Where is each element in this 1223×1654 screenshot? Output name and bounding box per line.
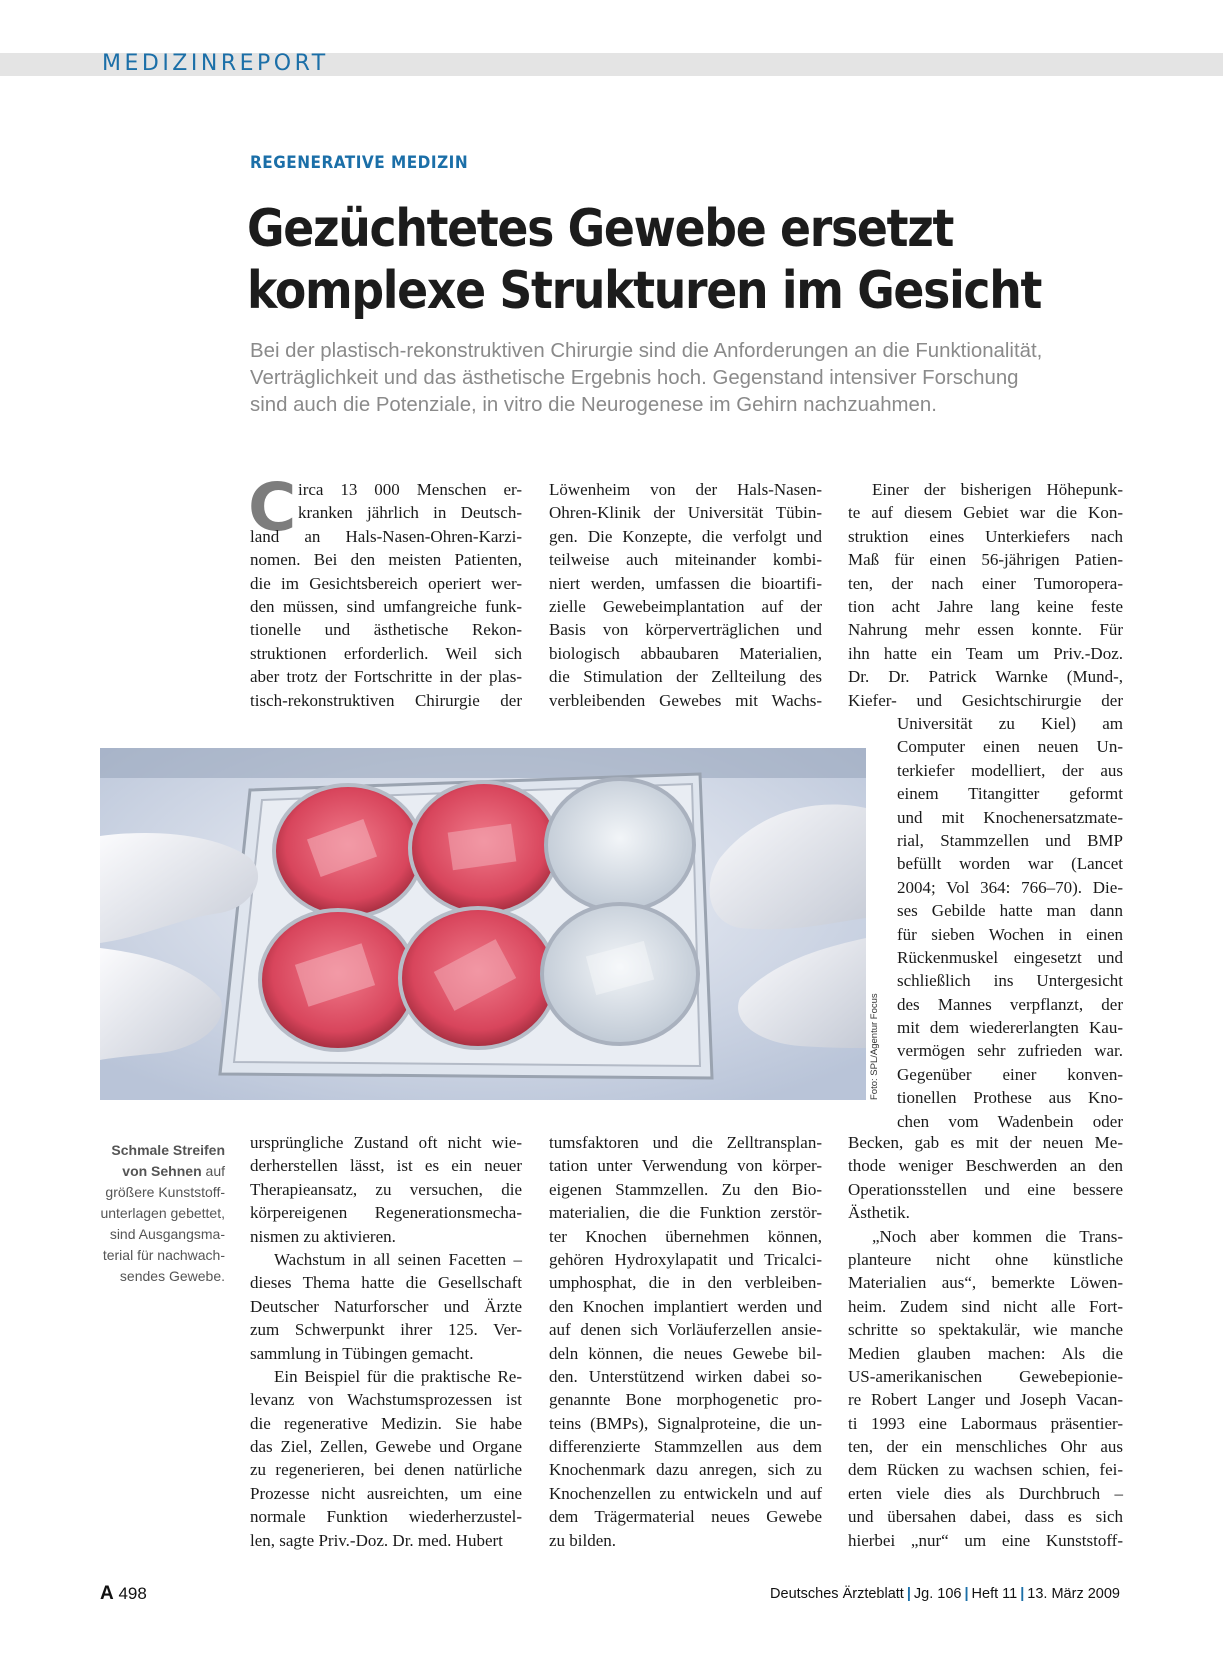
- text-line: für sieben Wochen in einen: [897, 924, 1123, 944]
- headline: [247, 198, 1042, 322]
- text-line: irca 13 000 Menschen er-: [298, 480, 522, 499]
- text-line: die im Gesichtsbereich operiert wer-: [250, 573, 522, 593]
- text-line: „Noch aber kommen die Trans-: [872, 1226, 1123, 1246]
- page-number: [100, 1583, 147, 1605]
- text-line: dieses Thema hatte die Gesellschaft: [250, 1273, 522, 1293]
- drop-cap: C: [248, 469, 297, 546]
- text-line: teilweise auch miteinander kombi-: [549, 550, 822, 570]
- text-line: zu regenerieren, bei denen natürliche: [250, 1460, 522, 1480]
- column-2-top: [549, 478, 822, 712]
- text-line: rial, Stammzellen und BMP: [897, 830, 1123, 850]
- text-line: Medien glauben machen: Als die: [848, 1343, 1123, 1363]
- text-line: tation unter Verwendung von körper-: [549, 1156, 822, 1176]
- text-line: den müssen, sind umfangreiche funk-: [250, 596, 522, 616]
- text-line: tumsfaktoren und die Zelltransplan-: [549, 1133, 822, 1152]
- text-line: die regenerative Medizin. Sie habe: [250, 1413, 522, 1433]
- journal-issue: Heft 11: [971, 1586, 1018, 1602]
- text-line: Prozesse nicht ausreichten, um eine: [250, 1483, 522, 1503]
- text-line: biologisch abbaubaren Materialien,: [549, 643, 822, 663]
- text-line: len, sagte Priv.-Doz. Dr. med. Hubert: [250, 1530, 503, 1550]
- text-line: materialien, die die Funktion zerstör-: [549, 1203, 822, 1223]
- text-line: ihn hatte ein Team um Priv.-Doz.: [848, 643, 1123, 663]
- text-line: niert werden, umfassen die bioartifi-: [549, 573, 822, 593]
- text-line: Knochenmark dazu anregen, sich zu: [549, 1460, 822, 1480]
- text-line: Wachstum in all seinen Facetten –: [274, 1249, 522, 1269]
- text-line: Computer einen neuen Un-: [897, 737, 1123, 757]
- text-line: planteure nicht ohne künstliche: [848, 1249, 1123, 1269]
- text-line: dem Rücken zu wachsen schien, fei-: [848, 1460, 1123, 1480]
- deck-line: sind auch die Potenziale, in vitro die Neurogenese im Gehirn nachzuahmen.: [250, 394, 937, 416]
- text-line: heim. Zudem sind nicht alle Fort-: [848, 1296, 1123, 1316]
- deck-line: Bei der plastisch-rekonstruktiven Chirurgie sind die Anforderungen an die Funktionalität,: [250, 340, 1043, 362]
- text-line: Rückenmuskel eingesetzt und: [897, 947, 1123, 967]
- text-line: teins (BMPs), Signalproteine, die un-: [549, 1413, 822, 1433]
- text-line: den. Unterstützend wirken dabei so-: [549, 1366, 822, 1386]
- text-line: aber trotz der Fortschritte in der plas-: [250, 667, 522, 687]
- text-line: Deutscher Naturforscher und Ärzte: [250, 1296, 522, 1316]
- column-1-top: [248, 469, 522, 712]
- text-line: Maß für einen 56-jährigen Patien-: [848, 550, 1123, 570]
- text-line: Universität zu Kiel) am: [897, 714, 1123, 733]
- text-line: tisch-rekonstruktiven Chirurgie der: [250, 690, 522, 710]
- text-line: das Ziel, Zellen, Gewebe und Organe: [250, 1437, 522, 1457]
- text-line: Nahrung mehr essen konnte. Für: [848, 620, 1123, 640]
- footer-info: Deutsches Ärzteblatt | Jg. 106 | Heft 11 | 13. März 2009: [770, 1586, 1120, 1602]
- deck: [250, 338, 1150, 419]
- text-line: des Mannes verpflanzt, der: [897, 994, 1123, 1014]
- text-line: Becken, gab es mit der neuen Me-: [848, 1133, 1123, 1152]
- journal-volume: Jg. 106: [913, 1586, 962, 1602]
- text-line: Löwenheim von der Hals-Nasen-: [549, 480, 822, 499]
- text-line: re Robert Langer und Joseph Vacan-: [848, 1390, 1123, 1410]
- text-line: einem Titangitter geformt: [897, 784, 1123, 804]
- text-line: deln können, die neues Gewebe bil-: [549, 1343, 822, 1363]
- text-line: Einer der bisherigen Höhepunk-: [872, 480, 1123, 499]
- text-line: genannte Bone morphogenetic pro-: [549, 1390, 822, 1410]
- journal-date: 13. März 2009: [1027, 1586, 1120, 1602]
- text-line: zielle Gewebeimplantation auf der: [549, 596, 822, 616]
- text-line: ten, der nach einer Tumoropera-: [848, 573, 1123, 593]
- caption-line: sendes Gewebe.: [119, 1268, 225, 1284]
- text-line: umphosphat, die in den verbleiben-: [549, 1273, 822, 1293]
- text-line: den Knochen implantiert werden und: [549, 1296, 822, 1316]
- text-line: nomen. Bei den meisten Patienten,: [250, 550, 522, 570]
- text-line: thode weniger Beschwerden an den: [848, 1156, 1123, 1176]
- petri-dish-photo: [100, 748, 866, 1100]
- caption-line: sind Ausgangsma-: [109, 1226, 225, 1242]
- text-line: Basis von körperverträglichen und: [549, 620, 822, 640]
- text-line: chen vom Wadenbein oder: [897, 1111, 1123, 1131]
- headline-line: Gezüchtetes Gewebe ersetzt: [247, 199, 954, 259]
- text-line: eigenen Stammzellen. Zu den Bio-: [549, 1179, 822, 1199]
- text-line: normale Funktion wiederherzustel-: [250, 1507, 522, 1527]
- text-line: Ästhetik.: [848, 1203, 910, 1223]
- text-line: differenzierte Stammzellen aus dem: [549, 1437, 822, 1457]
- caption-line: größere Kunststoff-: [105, 1184, 225, 1200]
- column-3-bottom: [848, 1131, 1123, 1552]
- caption-line: von Sehnen auf: [122, 1163, 225, 1179]
- text-line: auf denen sich Vorläuferzellen ansie-: [549, 1320, 822, 1340]
- page-number-value: 498: [118, 1584, 147, 1603]
- text-line: gehören Hydroxylapatit und Tricalci-: [549, 1249, 822, 1269]
- text-line: die Stimulation der Zellteilung des: [549, 667, 822, 687]
- column-1-bottom: [250, 1131, 522, 1552]
- text-line: mit dem wiedererlangten Kau-: [897, 1018, 1123, 1038]
- text-line: derherstellen lässt, ist es ein neuer: [250, 1156, 522, 1176]
- page-prefix: A: [100, 1583, 114, 1604]
- text-line: und übersahen dabei, dass es sich: [848, 1507, 1123, 1527]
- photo-credit: Foto: SPL/Agentur Focus: [869, 993, 880, 1100]
- text-line: levanz von Wachstumsprozessen ist: [250, 1390, 522, 1410]
- text-line: erten viele dies als Durchbruch –: [848, 1483, 1123, 1503]
- text-line: ten, der ein menschliches Ohr aus: [848, 1437, 1123, 1457]
- kicker: REGENERATIVE MEDIZIN: [250, 153, 469, 173]
- text-line: und mit Knochenersatzmate-: [897, 807, 1123, 827]
- caption-line: Schmale Streifen: [111, 1142, 225, 1158]
- text-line: land an Hals-Nasen-Ohren-Karzi-: [250, 526, 522, 546]
- text-line: körpereigenen Regenerationsmecha-: [250, 1203, 522, 1223]
- column-3-top: [848, 478, 1123, 712]
- text-line: vermögen sehr zufrieden war.: [897, 1041, 1123, 1061]
- text-line: zu bilden.: [549, 1530, 617, 1550]
- text-line: verbleibenden Gewebes mit Wachs-: [549, 690, 822, 710]
- section-label: MEDIZINREPORT: [102, 51, 329, 76]
- text-line: gen. Die Konzepte, die verfolgt und: [549, 526, 822, 546]
- text-line: Kiefer- und Gesichtschirurgie der: [848, 690, 1123, 710]
- text-line: Dr. Dr. Patrick Warnke (Mund-,: [848, 667, 1123, 687]
- text-line: hierbei „nur“ um eine Kunststoff-: [848, 1530, 1123, 1550]
- text-line: 2004; Vol 364: 766–70). Die-: [897, 877, 1123, 897]
- text-line: tionelle und ästhetische Rekon-: [250, 620, 522, 640]
- text-line: befüllt worden war (Lancet: [897, 854, 1123, 874]
- text-line: dem Trägermaterial neues Gewebe: [549, 1507, 822, 1527]
- text-line: ti 1993 eine Labormaus präsentier-: [848, 1413, 1123, 1433]
- text-line: tionellen Prothese aus Kno-: [897, 1088, 1123, 1108]
- journal-name: Deutsches Ärzteblatt: [770, 1586, 904, 1602]
- text-line: Materialien aus“, bemerkte Löwen-: [848, 1273, 1123, 1293]
- headline-line: komplexe Strukturen im Gesicht: [247, 261, 1042, 321]
- text-line: schließlich ins Untergesicht: [897, 971, 1123, 991]
- text-line: ses Gebilde hatte man dann: [897, 901, 1123, 921]
- text-line: terkiefer modelliert, der aus: [897, 760, 1123, 780]
- text-line: zum Schwerpunkt ihrer 125. Ver-: [250, 1320, 522, 1340]
- text-line: te auf diesem Gebiet war die Kon-: [848, 503, 1123, 523]
- column-3-narrow: [897, 712, 1123, 1133]
- text-line: tion acht Jahre lang keine feste: [848, 596, 1123, 616]
- text-line: ter Knochen übernehmen können,: [549, 1226, 822, 1246]
- text-line: US-amerikanischen Gewebepionie-: [848, 1366, 1123, 1386]
- text-line: kranken jährlich in Deutsch-: [298, 503, 522, 523]
- text-line: Knochenzellen zu entwickeln und auf: [549, 1483, 822, 1503]
- column-2-bottom: [549, 1131, 822, 1552]
- photo-caption: [60, 1140, 225, 1287]
- caption-line: terial für nachwach-: [102, 1247, 225, 1263]
- text-line: Operationsstellen und eine bessere: [848, 1179, 1123, 1199]
- text-line: struktionen erforderlich. Weil sich: [250, 643, 522, 663]
- text-line: Therapieansatz, zu versuchen, die: [250, 1179, 522, 1199]
- text-line: ursprüngliche Zustand oft nicht wie-: [250, 1133, 522, 1152]
- text-line: schritte so spektakulär, wie manche: [848, 1320, 1123, 1340]
- text-line: Ein Beispiel für die praktische Re-: [274, 1366, 522, 1386]
- text-line: Gegenüber einer konven-: [897, 1064, 1123, 1084]
- caption-line: unterlagen gebettet,: [100, 1205, 225, 1221]
- text-line: Ohren-Klinik der Universität Tübin-: [549, 503, 822, 523]
- text-line: struktion eines Unterkiefers nach: [848, 526, 1123, 546]
- text-line: sammlung in Tübingen gemacht.: [250, 1343, 474, 1363]
- deck-line: Verträglichkeit und das ästhetische Ergebnis hoch. Gegenstand intensiver Forschung: [250, 367, 1019, 389]
- text-line: nismen zu aktivieren.: [250, 1226, 396, 1246]
- article-photo: [100, 748, 866, 1100]
